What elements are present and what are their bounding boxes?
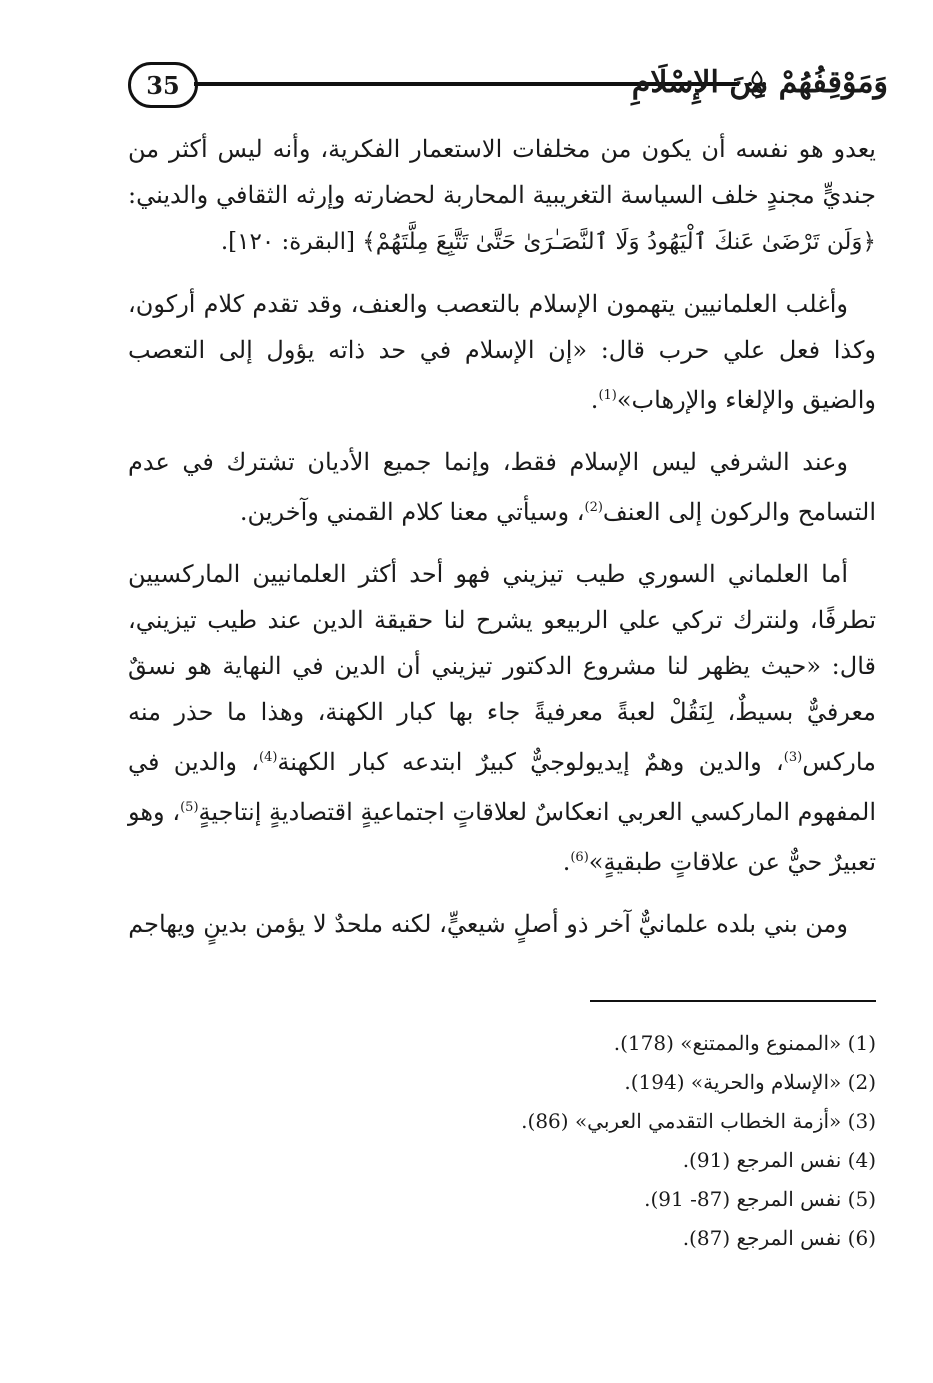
footnote-6: (6) نفس المرجع (87). [682, 1226, 876, 1250]
book-title: وَمَوْقِفُهُمْ مِنَ الإِسْلَامِ [631, 65, 888, 100]
footnote-3: (3) «أزمة الخطاب التقدمي العربي» (86). [521, 1109, 876, 1133]
footnote-ref-6: (6) [570, 850, 589, 865]
paragraph-4-text-b: ، والدين وهمٌ إيديولوجيٌّ كبيرٌ ابتدعه كبار الكهنة [277, 748, 784, 776]
paragraph-4-text-a: أما العلماني السوري طيب تيزيني فهو أحد أكثر العلمانيين الماركسيين تطرفًا، ولنترك تركي علي الربيعو يشرح لنا حقيقة الدين عند طيب تيزيني، قال: «حيث يظهر لنا مشروع الدكتور تيزيني أن الدين في النهاية هو نسقٌ معرفيٌّ بسيطٌ، لِنَقُلْ لعبةً معرفيةً جاء بها كبار الكهنة، وهذا ما حذر منه ماركس [128, 560, 877, 776]
footnote-5: (5) نفس المرجع (87- 91). [644, 1187, 876, 1211]
paragraph-2-end: . [590, 386, 599, 414]
paragraph-4-end: . [562, 848, 571, 876]
footnote-ref-5: (5) [180, 800, 199, 815]
paragraph-3-text-b: ، وسيأتي معنا كلام القمني وآخرين. [239, 498, 585, 526]
paragraph-1 [128, 126, 876, 265]
page-number: 35 [128, 62, 198, 108]
paragraph-2-text: وأغلب العلمانيين يتهمون الإسلام بالتعصب والعنف، وقد تقدم كلام أركون، وكذا فعل علي حرب قال: «إن الإسلام في حد ذاته يؤول إلى التعصب والضيق والإلغاء والإرهاب» [128, 290, 876, 414]
footnote-4: (4) نفس المرجع (91). [682, 1148, 876, 1172]
footnote-ref-1: (1) [598, 388, 617, 403]
page-header [128, 62, 888, 112]
footnote-ref-4: (4) [258, 750, 278, 765]
paragraph-4-text-c: ، والدين في المفهوم الماركسي العربي انعكاسٌ لعلاقاتٍ اجتماعيةٍ اقتصاديةٍ إنتاجيةٍ [128, 748, 876, 826]
paragraph-5-text: ومن بني بلده علمانيٌّ آخر ذو أصلٍ شيعيٍّ، لكنه ملحدٌ لا يؤمن بدينٍ ويهاجم [128, 910, 848, 938]
footnotes [116, 1024, 876, 1258]
paragraph-4-text-d: ، وهو تعبيرٌ حيٌّ عن علاقاتٍ طبقيةٍ» [128, 798, 876, 876]
footnote-2: (2) «الإسلام والحرية» (194). [624, 1070, 876, 1094]
footnote-1: (1) «الممنوع والممتنع» (178). [613, 1031, 876, 1055]
paragraph-4 [128, 551, 876, 885]
main-text [128, 126, 876, 963]
paragraph-1-line-2: جنديٍّ مجندٍ خلف السياسة التغريبية المحاربة لحضارته وإرثه الثقافي والديني: [128, 181, 876, 209]
paragraph-3 [128, 439, 876, 535]
footnote-ref-2: (2) [584, 500, 603, 515]
paragraph-1-line-1: يعدو هو نفسه أن يكون من مخلفات الاستعمار الفكرية، وأنه ليس أكثر من [128, 135, 876, 163]
footnote-separator [590, 1000, 876, 1002]
quran-verse: ﴿وَلَن تَرْضَىٰ عَنكَ ٱلْيَهُودُ وَلَا ٱلنَّصَـٰرَىٰ حَتَّىٰ تَتَّبِعَ مِلَّتَهُمْ﴾ [البقرة: ١٢٠]. [220, 229, 876, 255]
paragraph-5 [128, 901, 876, 947]
footnote-ref-3: (3) [783, 750, 803, 765]
paragraph-2 [128, 281, 876, 423]
paragraph-3-text-a: وعند الشرفي ليس الإسلام فقط، وإنما جميع الأديان تشترك في عدم التسامح والركون إلى العنف [128, 448, 876, 526]
